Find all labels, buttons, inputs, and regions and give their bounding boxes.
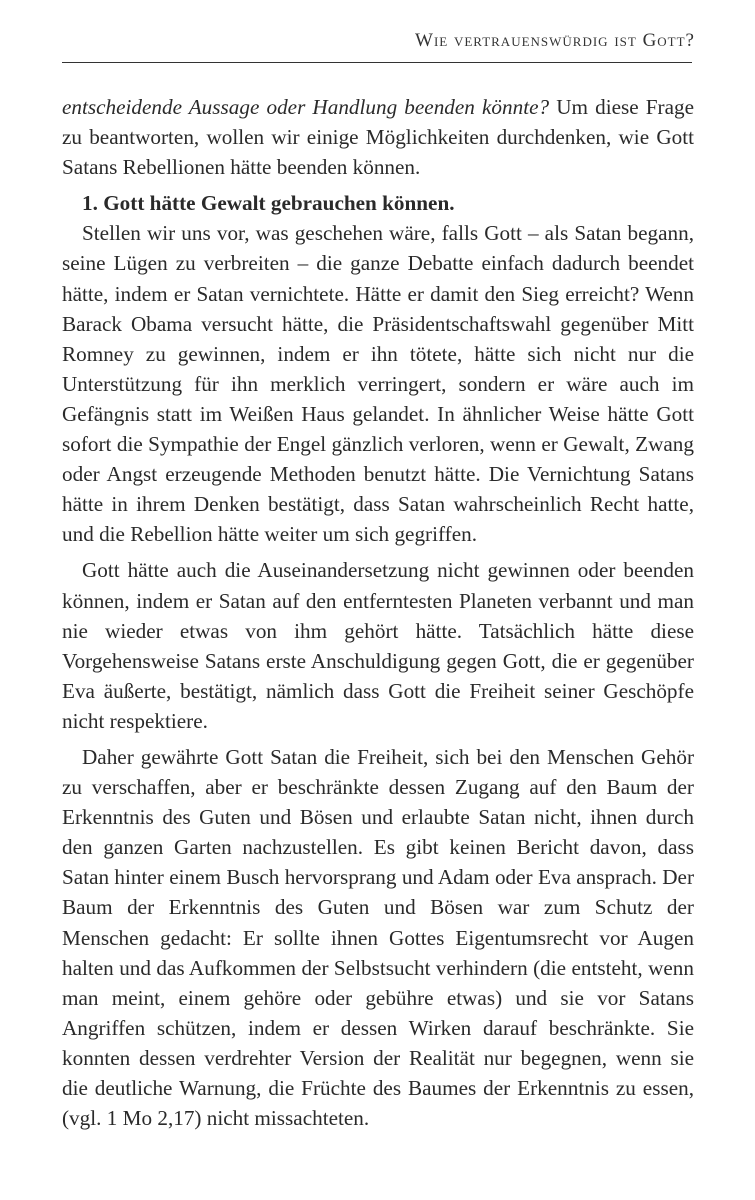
paragraph: Stellen wir uns vor, was geschehen wäre, falls Gott – als Satan begann, seine Lügen zu verbreiten – die ganze Debatte einfach dadurch beendet hätte, indem er Satan vernichtete. Hätte er damit den Sieg erreicht? Wenn Barack Obama versucht hätte, die Präsidentschaftswahl gegenüber Mitt Romney zu gewinnen, indem er ihn tötete, hätte sich nicht nur die Unterstützung für ihn merklich verringert, sondern er wäre auch im Gefängnis statt im Weißen Haus gelandet. In ähnlicher Weise hätte Gott sofort die Sympathie der Engel gänzlich verloren, wenn er Gewalt, Zwang oder Angst erzeugende Methoden benutzt hätte. Die Vernichtung Satans hätte in ihrem Denken bestätigt, dass Satan wahrscheinlich Recht hatte, und die Rebellion hätte weiter um sich gegriffen. [62,221,694,547]
running-header: Wie vertrauenswürdig ist Gott? [415,30,695,51]
paragraph: Daher gewährte Gott Satan die Freiheit, sich bei den Menschen Gehör zu verschaffen, aber er beschränkte dessen Zugang auf den Baum der Erkenntnis des Guten und Bösen und erlaubte Satan nicht, ihnen durch den ganzen Garten nachzustellen. Es gibt keinen Bericht davon, dass Satan hinter einem Busch hervorsprang und Adam oder Eva ansprach. Der Baum der Erkenntnis des Guten und Bösen war zum Schutz der Menschen gedacht: Er sollte ihnen Gottes Eigentumsrecht vor Augen halten und das Aufkommen der Selbstsucht verhindern (die entsteht, wenn man meint, einem gehöre oder gebühre etwas) und sie vor Satans Angriffen schützen, indem er dessen Wirken darauf beschränkte. Sie konnten dessen verdrehter Version der Realität nur begegnen, wenn sie die deutliche Warnung, die Früchte des Baumes der Erkenntnis zu essen, (vgl. 1 Mo 2,17) nicht missachteten. [62,744,694,1131]
paragraph: Gott hätte auch die Auseinandersetzung nicht gewinnen oder beenden können, indem er Satan auf den entferntesten Planeten verbannt und man nie wieder etwas von ihm gehört hätte. Tatsächlich hätte diese Vorgehensweise Satans erste Anschuldigung gegen Gott, die er gegenüber Eva äußerte, bestätigt, nämlich dass Gott die Freiheit seiner Geschöpfe nicht respektiere. [62,558,694,733]
header-rule [62,62,692,63]
text-body [62,92,694,1139]
italic-phrase: entscheidende Aussage oder Handlung beenden könnte? [62,95,550,119]
section-heading: 1. Gott hätte Gewalt gebrauchen können. [82,191,455,216]
paragraph-continued [62,92,694,182]
paragraph-text: Um diese Frage zu beantworten, wollen wir einige Möglichkeiten durchdenken, wie Gott Satans Rebellionen hätte beenden können. [62,95,694,180]
